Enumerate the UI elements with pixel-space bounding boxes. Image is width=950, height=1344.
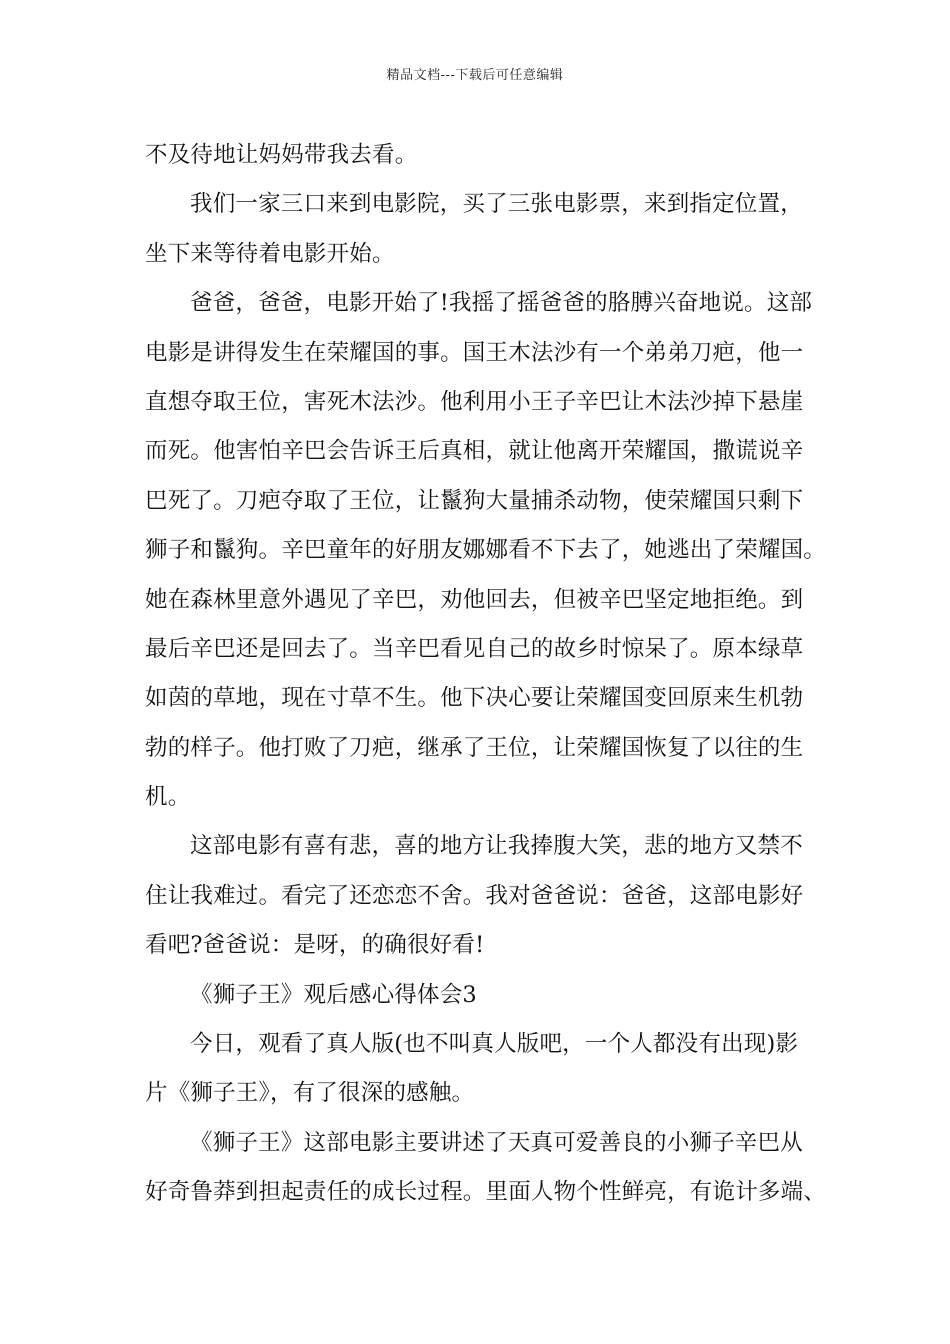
text-line: 坐下来等待着电影开始。: [145, 240, 395, 267]
text-line: 今日，观看了真人版(也不叫真人版吧，一个人都没有出现)影: [190, 1031, 799, 1058]
text-line: 《狮子王》这部电影主要讲述了天真可爱善良的小狮子辛巴从: [190, 1129, 803, 1156]
text-line: 狮子和鬣狗。辛巴童年的好朋友娜娜看不下去了，她逃出了荣耀国。: [145, 537, 827, 564]
text-line: 机。: [145, 784, 191, 811]
text-line: 最后辛巴还是回去了。当辛巴看见自己的故乡时惊呆了。原本绿草: [145, 635, 804, 662]
text-line: 片《狮子王》，有了很深的感触。: [145, 1080, 475, 1107]
text-line: 住让我难过。看完了还恋恋不舍。我对爸爸说：爸爸，这部电影好: [145, 882, 804, 909]
text-line: 好奇鲁莽到担起责任的成长过程。里面人物个性鲜亮，有诡计多端、: [145, 1179, 827, 1206]
text-line: 我们一家三口来到电影院，买了三张电影票，来到指定位置，: [190, 191, 803, 218]
text-line: 《狮子王》观后感心得体会3: [190, 981, 477, 1008]
text-line: 她在森林里意外遇见了辛巴，劝他回去，但被辛巴坚定地拒绝。到: [145, 586, 804, 613]
page-header: 精品文档---下载后可任意编辑: [386, 68, 564, 83]
text-line: 这部电影有喜有悲，喜的地方让我捧腹大笑，悲的地方又禁不: [190, 833, 803, 860]
text-line: 电影是讲得发生在荣耀国的事。国王木法沙有一个弟弟刀疤，他一: [145, 339, 804, 366]
text-line: 巴死了。刀疤夺取了王位，让鬣狗大量捕杀动物，使荣耀国只剩下: [145, 487, 804, 514]
text-line: 看吧?爸爸说：是呀，的确很好看!: [145, 932, 485, 959]
text-line: 而死。他害怕辛巴会告诉王后真相，就让他离开荣耀国，撒谎说辛: [145, 438, 804, 465]
text-line: 不及待地让妈妈带我去看。: [145, 142, 418, 168]
text-line: 爸爸，爸爸，电影开始了!我摇了摇爸爸的胳膊兴奋地说。这部: [190, 290, 813, 317]
text-line: 如茵的草地，现在寸草不生。他下决心要让荣耀国变回原来生机勃: [145, 685, 804, 712]
text-line: 勃的样子。他打败了刀疤，继承了王位，让荣耀国恢复了以往的生: [145, 734, 804, 761]
text-line: 直想夺取王位，害死木法沙。他利用小王子辛巴让木法沙掉下悬崖: [145, 388, 804, 415]
document-body: [145, 131, 825, 1218]
